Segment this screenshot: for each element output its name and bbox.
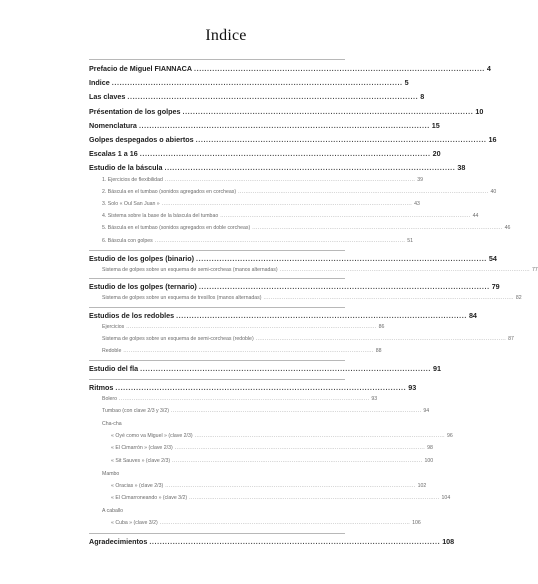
toc-entry-golpes-binario[interactable] <box>89 253 497 263</box>
toc-entry-page: 20 <box>432 149 441 159</box>
toc-entry-page: 79 <box>491 282 500 292</box>
dot-leader: ................................................................................................................ <box>194 64 485 73</box>
toc-entry-label: Las claves <box>89 92 126 102</box>
dot-leader: ........................................................................................................................................ <box>126 323 377 330</box>
toc-subentry[interactable] <box>89 201 420 208</box>
dot-leader: ................................................................................................................ <box>196 253 487 263</box>
toc-entry-label: Sistema de golpes sobre un esquema de tresillos (manos alternadas) <box>102 295 262 302</box>
toc-entry-page: 93 <box>408 382 417 392</box>
toc-entry-golpes-despegados[interactable] <box>89 135 497 145</box>
toc-subentry[interactable] <box>89 176 424 183</box>
toc-subentry[interactable] <box>89 445 433 452</box>
dot-leader: ........................................................................................................................................ <box>252 225 503 232</box>
dot-leader: ................................................................................................................ <box>164 163 456 173</box>
dot-leader: ........................................................................................................................................ <box>172 457 423 464</box>
toc-entry-page: 38 <box>457 163 466 173</box>
toc-entry-indice[interactable] <box>89 78 409 88</box>
toc-entry-page: 15 <box>431 120 440 130</box>
toc-entry-presentation[interactable] <box>89 106 484 116</box>
toc-subentry[interactable] <box>89 495 451 502</box>
toc-subentry[interactable] <box>89 336 514 343</box>
toc-entry-page: 86 <box>378 323 385 330</box>
toc-subentry[interactable] <box>89 267 538 274</box>
dot-leader: ........................................................................................................................................ <box>194 433 446 440</box>
toc-group-heading: Cha-cha <box>102 421 122 428</box>
section-rule <box>89 360 345 361</box>
toc-entry-page: 82 <box>515 295 522 302</box>
toc-entry-label: 6. Báscula con golpes <box>102 237 153 244</box>
toc-entry-fla[interactable] <box>89 364 441 374</box>
toc-entry-page: 46 <box>504 225 511 232</box>
toc-entry-page: 93 <box>371 395 378 402</box>
dot-leader: ........................................................................................................................................ <box>220 213 471 220</box>
toc-entry-bascula[interactable] <box>89 163 466 173</box>
toc-subentry[interactable] <box>89 237 413 244</box>
toc-entry-page: 77 <box>532 267 538 274</box>
toc-entry-label: Agradecimientos <box>89 536 148 546</box>
dot-leader: ........................................................................................................................................ <box>263 295 514 302</box>
toc-entry-label: 2. Báscula en el tumbao (sonidos agregados en corcheas) <box>102 188 237 195</box>
toc-entry-label: « Oyé como va Miguel » (clave 2/3) <box>111 433 193 440</box>
toc-entry-redobles[interactable] <box>89 310 477 320</box>
toc-entry-golpes-ternario[interactable] <box>89 282 500 292</box>
toc-entry-label: Nomenclatura <box>89 120 137 130</box>
toc-entry-label: Escalas 1 a 16 <box>89 149 138 159</box>
dot-leader: ........................................................................................................................................ <box>171 408 422 415</box>
dot-leader: ........................................................................................................................................ <box>154 237 406 244</box>
dot-leader: ................................................................................................................ <box>139 149 431 159</box>
toc-entry-page: 5 <box>404 78 409 88</box>
toc-entry-page: 106 <box>412 520 421 527</box>
toc-subentry[interactable] <box>89 213 479 220</box>
toc-entry-label: 1. Ejercicios de flexibilidad <box>102 176 163 183</box>
dot-leader: ................................................................................................................ <box>115 382 407 392</box>
toc-entry-label: Estudio de la báscula <box>89 163 163 173</box>
toc-entry-label: « El Cimarrón » (clave 2/3) <box>111 445 173 452</box>
toc-entry-agradecimientos[interactable] <box>89 536 455 546</box>
toc-entry-label: Indice <box>89 78 110 88</box>
section-rule <box>89 278 345 279</box>
toc-entry-page: 54 <box>488 253 497 263</box>
toc-entry-label: Sistema de golpes sobre un esquema de semi-corcheas (manos alternadas) <box>102 267 278 274</box>
toc-entry-label: 5. Báscula en el tumbao (sonidos agregados en doble corcheas) <box>102 225 251 232</box>
toc-entry-label: Présentation de los golpes <box>89 106 181 116</box>
toc-entry-label: Golpes despegados o abiertos <box>89 135 194 145</box>
page-title: Indice <box>205 27 247 44</box>
top-rule <box>89 59 345 60</box>
toc-entry-ritmos[interactable] <box>89 382 417 392</box>
toc-entry-page: 43 <box>414 201 420 208</box>
toc-entry-label: Estudio del fla <box>89 364 139 374</box>
section-rule <box>89 533 345 534</box>
toc-subentry[interactable] <box>89 395 378 402</box>
dot-leader: ................................................................................................................ <box>111 78 403 88</box>
dot-leader: ................................................................................................................ <box>195 135 487 145</box>
toc-entry-claves[interactable] <box>89 92 425 102</box>
toc-entry-label: Redoble <box>102 348 122 355</box>
toc-entry-label: Sistema de golpes sobre un esquema de semi-corcheas (redoble) <box>102 336 254 343</box>
toc-entry-label: Ritmos <box>89 382 114 392</box>
toc-entry-label: 3. Solo « Oul San Juan » <box>102 201 160 208</box>
toc-entry-page: 91 <box>432 364 441 374</box>
dot-leader: ................................................................................................................ <box>138 120 430 130</box>
section-rule <box>89 250 345 251</box>
toc-entry-label: 4. Sistema sobre la base de la báscula del tumbao <box>102 213 219 220</box>
dot-leader: ........................................................................................................................................ <box>159 520 411 527</box>
toc-entry-page: 87 <box>508 336 514 343</box>
dot-leader: ................................................................................................................ <box>140 364 431 374</box>
toc-entry-page: 102 <box>417 482 427 489</box>
toc-subentry[interactable] <box>89 482 427 489</box>
dot-leader: ........................................................................................................................................ <box>119 395 370 402</box>
toc-entry-page: 108 <box>442 536 455 546</box>
toc-subentry[interactable] <box>89 225 511 232</box>
section-rule <box>89 379 345 380</box>
toc-entry-label: Bolero <box>102 395 117 402</box>
toc-entry-page: 10 <box>475 106 484 116</box>
toc-entry-label: Estudios de los redobles <box>89 310 175 320</box>
toc-entry-page: 44 <box>472 213 479 220</box>
dot-leader: ........................................................................................................................................ <box>123 348 374 355</box>
toc-entry-label: « Sit Sauves » (clave 2/3) <box>111 457 171 464</box>
toc-entry-page: 39 <box>417 176 424 183</box>
dot-leader: ................................................................................................................ <box>149 536 441 546</box>
toc-entry-label: Prefacio de Miguel FIANNACA <box>89 64 193 73</box>
dot-leader: ................................................................................................................ <box>182 106 474 116</box>
toc-entry-label: « El Cimarroneando » (clave 3/2) <box>111 495 188 502</box>
toc-entry-page: 104 <box>441 495 451 502</box>
toc-entry-page: 51 <box>407 237 413 244</box>
toc-entry-label: Tumbao (con clave 2/3 y 3/2) <box>102 408 169 415</box>
dot-leader: ........................................................................................................................................ <box>189 495 440 502</box>
toc-entry-label: « Oracias » (clave 2/3) <box>111 482 164 489</box>
toc-entry-page: 98 <box>427 445 433 452</box>
dot-leader: ................................................................................................................ <box>176 310 467 320</box>
toc-entry-page: 100 <box>424 457 434 464</box>
toc-entry-page: 84 <box>468 310 477 320</box>
toc-entry-page: 16 <box>488 135 497 145</box>
toc-subentry[interactable] <box>89 520 421 527</box>
toc-entry-page: 8 <box>420 92 425 102</box>
dot-leader: ........................................................................................................................................ <box>174 445 426 452</box>
dot-leader: ................................................................................................................ <box>127 92 419 102</box>
toc-entry-page: 88 <box>375 348 382 355</box>
toc-entry-prefacio[interactable] <box>89 64 491 73</box>
dot-leader: ........................................................................................................................................ <box>161 201 413 208</box>
toc-entry-page: 4 <box>486 64 491 73</box>
toc-entry-label: « Cuba » (clave 3/2) <box>111 520 158 527</box>
toc-entry-page: 40 <box>490 188 497 195</box>
toc-subentry[interactable] <box>89 408 430 415</box>
toc-entry-label: Estudio de los golpes (binario) <box>89 253 195 263</box>
toc-entry-label: Estudio de los golpes (ternario) <box>89 282 197 292</box>
dot-leader: ........................................................................................................................................ <box>164 176 416 183</box>
toc-entry-label: Ejercicios <box>102 323 125 330</box>
toc-entry-page: 94 <box>423 408 430 415</box>
toc-group-heading: A caballo <box>102 508 124 515</box>
toc-subentry[interactable] <box>89 348 382 355</box>
dot-leader: ........................................................................................................................................ <box>255 336 507 343</box>
dot-leader: ................................................................................................................ <box>198 282 490 292</box>
toc-subentry[interactable] <box>89 188 497 195</box>
toc-entry-escalas[interactable] <box>89 149 441 159</box>
toc-subentry[interactable] <box>89 323 385 330</box>
dot-leader: ........................................................................................................................................ <box>238 188 489 195</box>
dot-leader: ........................................................................................................................................ <box>279 267 531 274</box>
toc-subentry[interactable] <box>89 295 522 302</box>
toc-entry-page: 96 <box>447 433 453 440</box>
toc-entry-nomenclatura[interactable] <box>89 120 440 130</box>
dot-leader: ........................................................................................................................................ <box>165 482 416 489</box>
toc-subentry[interactable] <box>89 433 453 440</box>
toc-subentry[interactable] <box>89 457 434 464</box>
section-rule <box>89 307 345 308</box>
toc-group-heading: Mambo <box>102 470 120 477</box>
table-of-contents <box>89 59 538 546</box>
